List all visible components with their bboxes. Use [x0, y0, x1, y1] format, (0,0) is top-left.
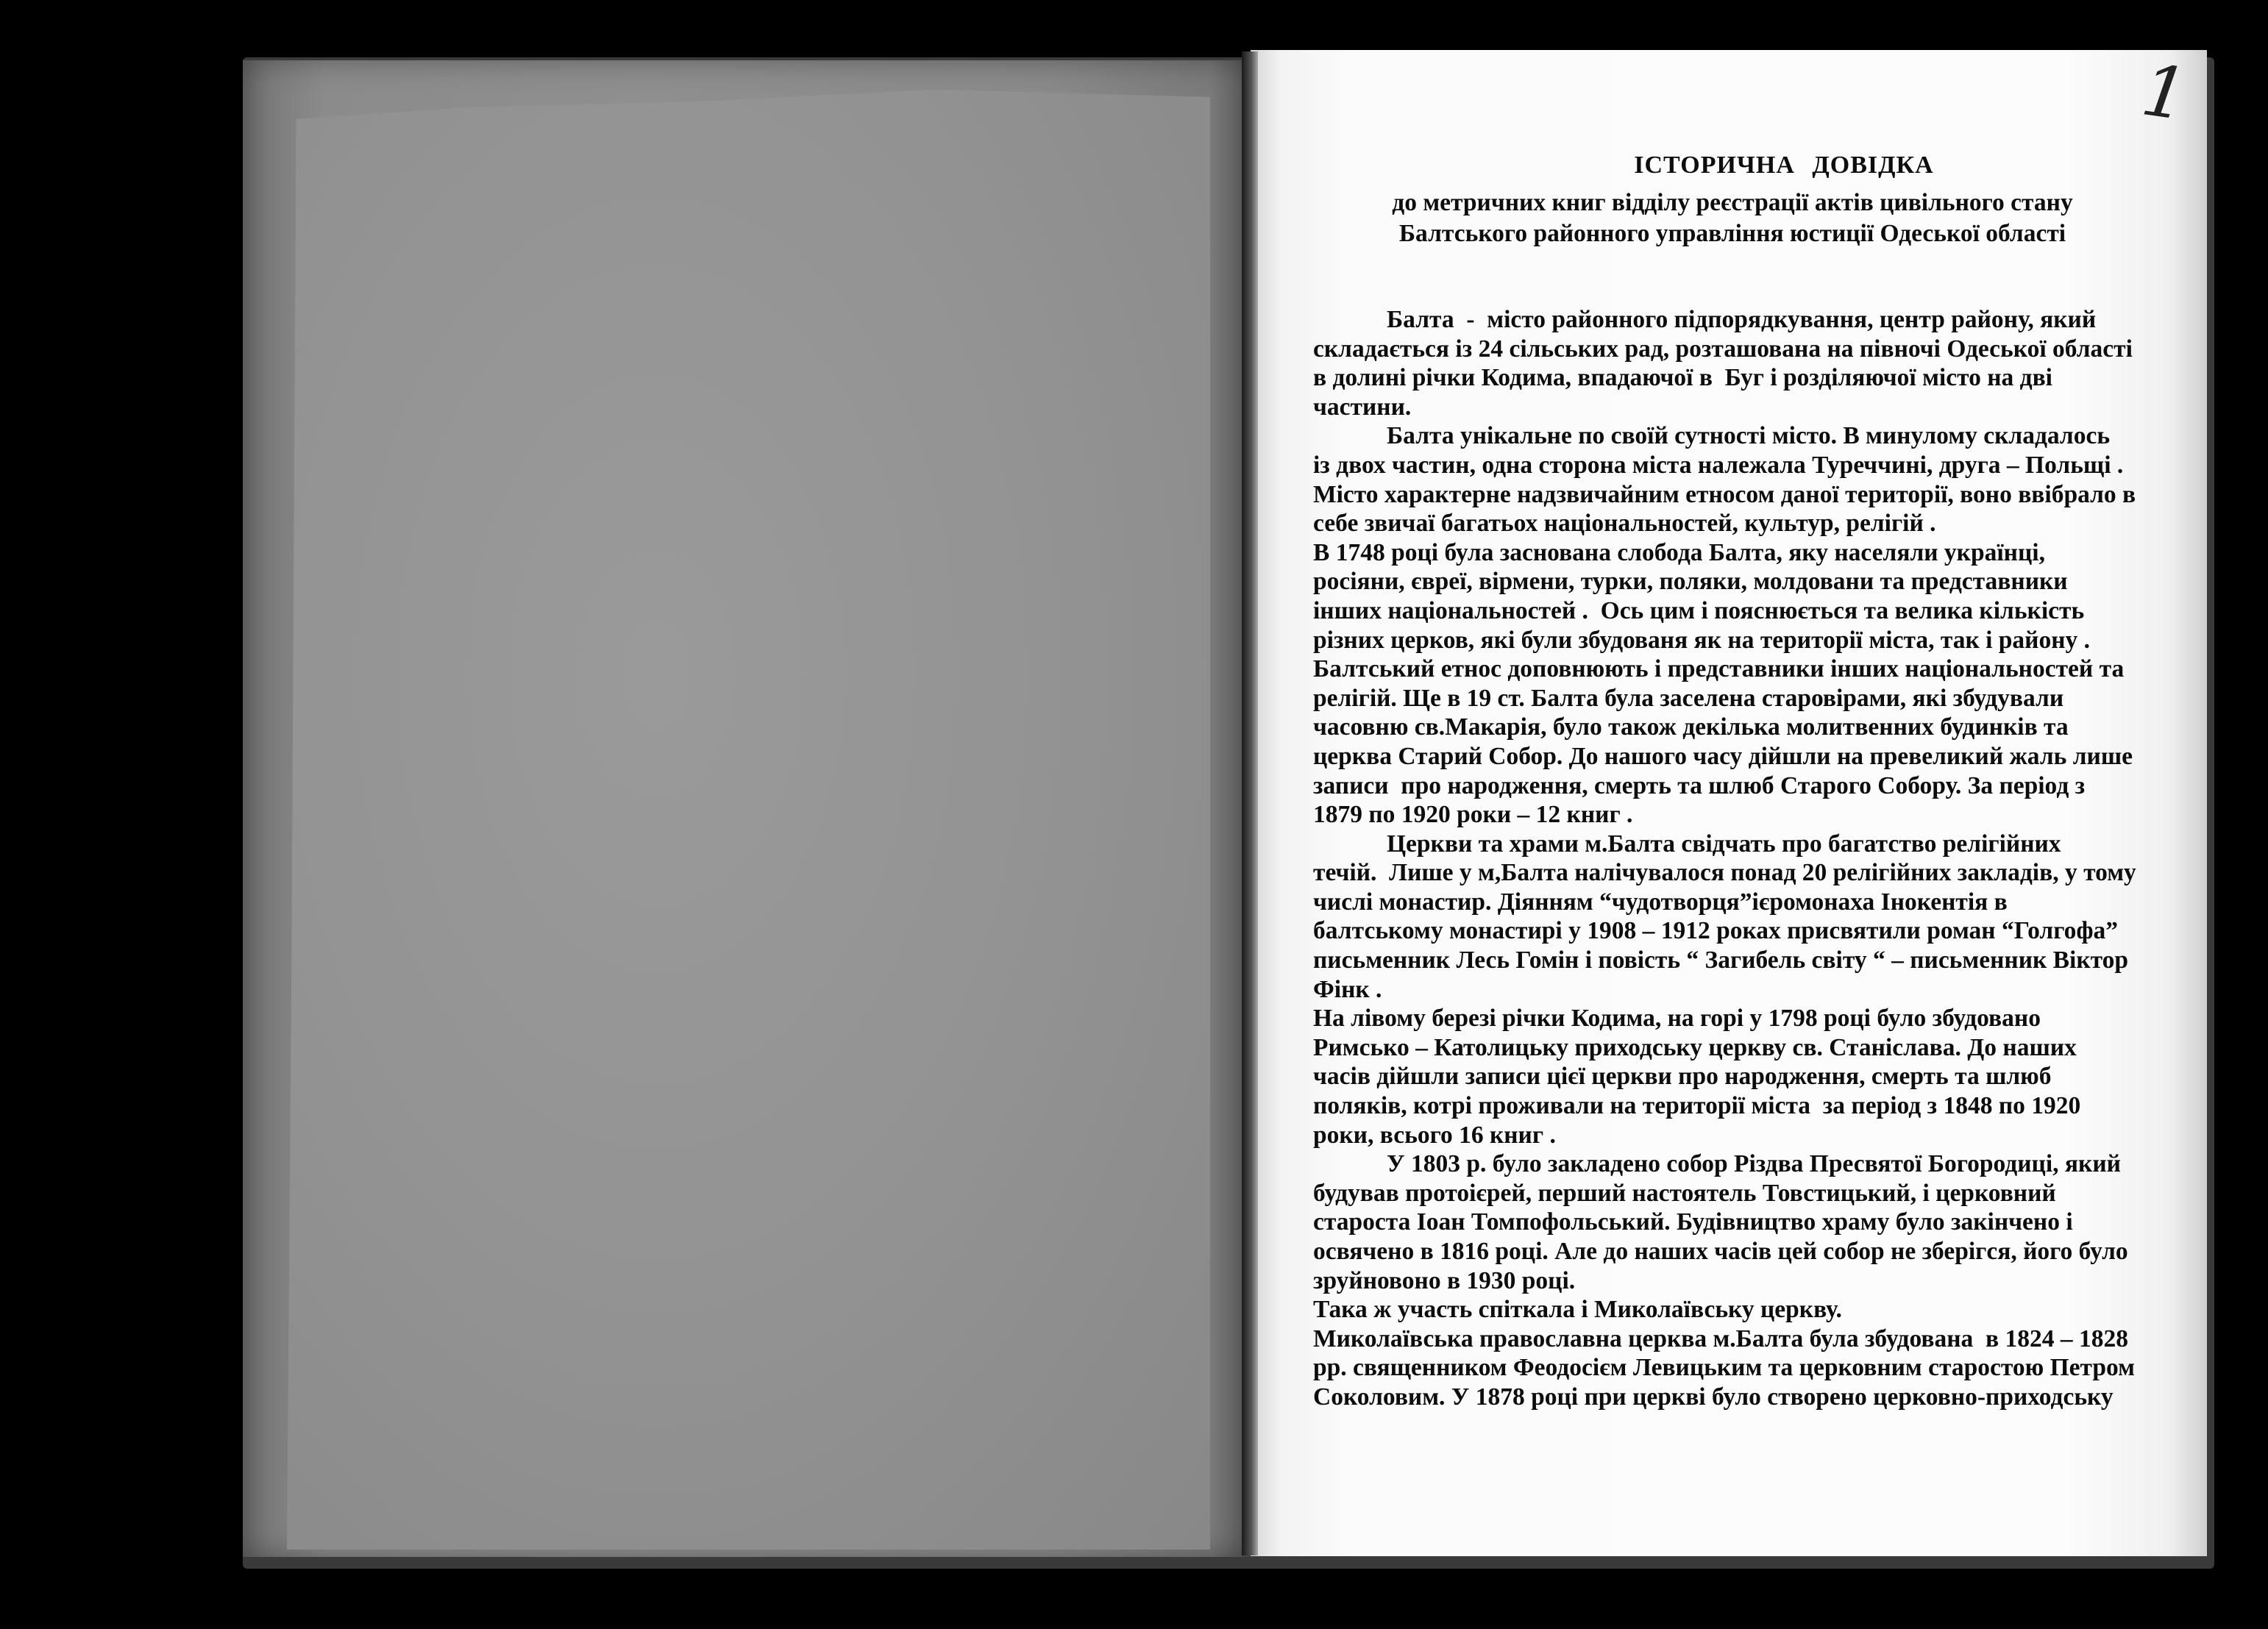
- paragraph: [1313, 421, 2137, 829]
- paragraph: [1313, 830, 2137, 1150]
- text-line: частини.: [1313, 393, 1412, 421]
- subtitle-line: до метричних книг відділу реєстрації актів цивільного стану: [1392, 189, 2073, 216]
- text-line: У 1803 р. було закладено собор Різдва Пресвятої Богородиці, який: [1387, 1150, 2121, 1178]
- text-line: часовню св.Макарія, було також декілька молитвенних будинків та: [1313, 713, 2069, 741]
- text-line: Фінк .: [1313, 975, 1382, 1003]
- text-line: будував протоієрей, перший настоятель Товстицький, і церковний: [1313, 1179, 2056, 1207]
- text-line: церква Старий Собор. До нашого часу дійшли на превеликий жаль лише: [1313, 742, 2133, 770]
- text-line: письменник Лесь Гомін і повість “ Загибель світу “ – письменник Віктор: [1313, 947, 2129, 974]
- paragraph: [1313, 305, 2137, 421]
- text-line: течій. Лише у м,Балта налічувалося понад 20 релігійних закладів, у тому: [1313, 859, 2136, 887]
- text-line: із двох частин, одна сторона міста належала Туреччині, друга – Польщі .: [1313, 451, 2124, 479]
- document-subtitle: [1328, 188, 2137, 249]
- text-line: релігій. Ще в 19 ст. Балта була заселена старовірами, які збудували: [1313, 684, 2064, 712]
- text-line: Така ж участь спіткала і Миколаївську церкву.: [1313, 1296, 1842, 1324]
- text-line: На лівому березі річки Кодима, на горі у 1798 році було збудовано: [1313, 1005, 2041, 1033]
- text-line: Балта унікальне по своїй сутності місто. В минулому складалось: [1387, 422, 2111, 450]
- text-line: різних церков, які були збудованя як на території міста, так і району .: [1313, 626, 2091, 654]
- book-gutter: [1242, 51, 1258, 1555]
- text-line: Римсько – Католицьку приходську церкву св. Станіслава. До наших: [1313, 1033, 2077, 1061]
- text-line: росіяни, євреї, вірмени, турки, поляки, молдовани та представники: [1313, 568, 2068, 596]
- text-line: рр. священником Феодосієм Левицьким та церковним старостою Петром: [1313, 1354, 2135, 1382]
- text-line: себе звичаї багатьох національностей, культур, релігій .: [1313, 510, 1936, 538]
- text-line: 1879 по 1920 роки – 12 книг .: [1313, 801, 1633, 829]
- paragraph: [1313, 1149, 2137, 1411]
- text-line: числі монастир. Діянням “чудотворця”ієромонаха Інокентія в: [1313, 888, 2008, 916]
- text-line: поляків, котрі проживали на території міста за період з 1848 по 1920: [1313, 1092, 2081, 1120]
- left-blank-page: [243, 60, 1251, 1557]
- left-endpaper: [287, 90, 1210, 1550]
- text-line: В 1748 році була заснована слобода Балта, яку населяли українці,: [1313, 538, 2045, 566]
- document-title: ІСТОРИЧНА ДОВІДКА: [1634, 152, 1934, 179]
- text-line: роки, всього 16 книг .: [1313, 1121, 1556, 1149]
- text-line: Миколаївська православна церква м.Балта була збудована в 1824 – 1828: [1313, 1325, 2129, 1352]
- text-line: в долині річки Кодима, впадаючої в Буг і розділяючої місто на дві: [1313, 364, 2052, 392]
- text-line: Балтський етнос доповнюють і представники інших національностей та: [1313, 655, 2125, 683]
- text-line: часів дійшли записи цієї церкви про народження, смерть та шлюб: [1313, 1063, 2052, 1091]
- document-body: [1313, 305, 2137, 1412]
- text-line: балтському монастирі у 1908 – 1912 роках присвятили роман “Голгофа”: [1313, 917, 2119, 945]
- text-line: освячено в 1816 році. Але до наших часів цей собор не зберігся, його було: [1313, 1238, 2128, 1265]
- subtitle-line: Балтського районного управління юстиції Одеської області: [1398, 220, 2066, 247]
- text-line: записи про народження, смерть та шлюб Старого Собору. За період з: [1313, 771, 2086, 799]
- text-line: зруйновоно в 1930 році.: [1313, 1266, 1576, 1294]
- text-line: староста Іоан Томпофольський. Будівництво храму було закінчено і: [1313, 1208, 2073, 1236]
- handwritten-page-number: 1: [2136, 49, 2193, 137]
- text-line: Соколовим. У 1878 році при церкві було створено церковно-приходську: [1313, 1383, 2114, 1411]
- text-line: Місто характерне надзвичайним етносом даної території, воно ввібрало в: [1313, 480, 2136, 508]
- text-line: Балта - місто районного підпорядкування, центр району, який: [1387, 306, 2097, 333]
- text-line: складається із 24 сільських рад, розташована на півночі Одеської області: [1313, 335, 2133, 363]
- historical-note-document: [1313, 151, 2137, 1412]
- text-line: інших національностей . Ось цим і пояснюється та велика кількість: [1313, 596, 2085, 624]
- text-line: Церкви та храми м.Балта свідчать про багатство релігійних: [1387, 830, 2061, 858]
